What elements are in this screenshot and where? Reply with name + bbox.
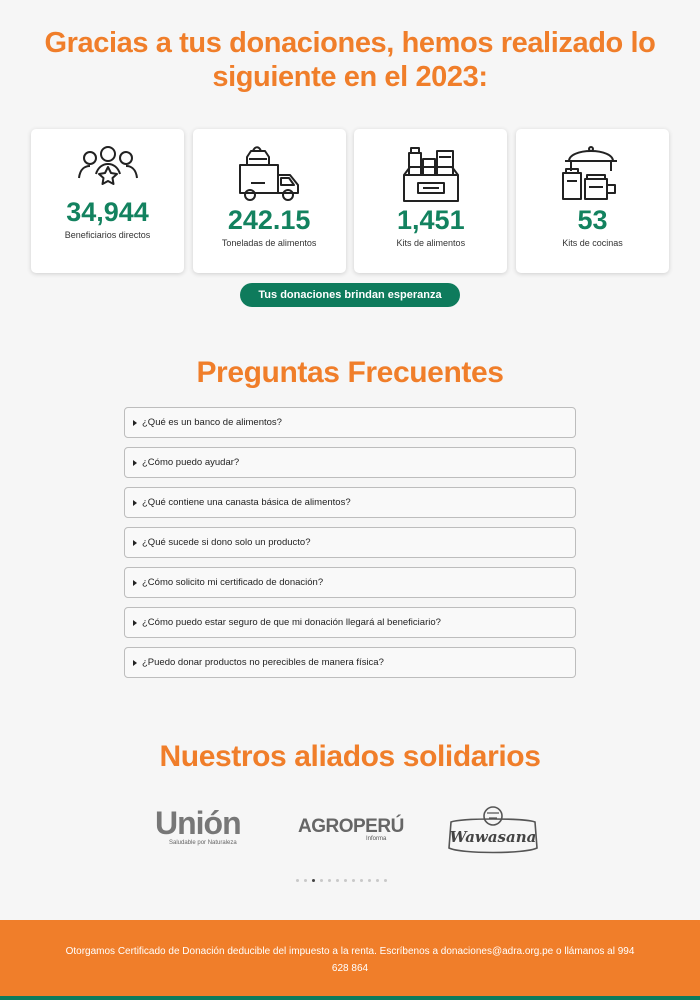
footer-text: Otorgamos Certificado de Donación deducible del impuesto a la renta. Escríbenos a donaciones@adra.org.pe o llámanos al 994 628 864 [65,946,635,974]
stat-label: Kits de alimentos [396,238,466,248]
stat-value: 34,944 [66,197,149,227]
faq-item-un-producto[interactable] [124,527,576,558]
donations-hope-button[interactable]: Tus donaciones brindan esperanza [240,283,460,307]
faq-question: ¿Cómo solicito mi certificado de donación? [142,577,324,588]
agroperu-logo-tagline: Informa [366,836,387,842]
faq-title: Preguntas Frecuentes [196,356,504,389]
stat-label: Toneladas de alimentos [221,238,317,248]
carousel-dot[interactable] [336,879,339,882]
faq-item-canasta-basica[interactable] [124,487,576,518]
food-truck-icon [237,145,301,205]
carousel-dot[interactable] [344,879,347,882]
caret-right-icon [133,620,137,626]
faq-question: ¿Qué sucede si dono solo un producto? [142,537,311,548]
carousel-dot[interactable] [360,879,363,882]
carousel-dot[interactable] [352,879,355,882]
page-headline: Gracias a tus donaciones, hemos realizado lo siguiente en el 2023: [44,27,656,93]
cooking-pots-icon [561,145,623,205]
faq-question: ¿Puedo donar productos no perecibles de manera física? [142,657,384,668]
carousel-dot[interactable] [384,879,387,882]
agroperu-logo-wordmark: AGROPERÚ [298,816,404,837]
caret-right-icon [133,540,137,546]
carousel-dot[interactable] [320,879,323,882]
faq-item-seguridad-donacion[interactable] [124,607,576,638]
faq-question: ¿Qué es un banco de alimentos? [142,417,282,428]
faq-question: ¿Cómo puedo estar seguro de que mi donación llegará al beneficiario? [142,617,441,628]
caret-right-icon [133,580,137,586]
union-logo[interactable] [155,806,275,846]
impact-stats [31,129,669,273]
stat-card-kits-alimentos [354,129,507,273]
wawasana-logo-graphic [443,804,543,856]
stat-label: Beneficiarios directos [64,230,151,240]
stat-value: 1,451 [397,205,465,235]
food-box-icon [401,145,461,205]
carousel-dot[interactable] [304,879,307,882]
carousel-dot[interactable] [328,879,331,882]
wawasana-logo-text: Wawasana [449,828,537,846]
allies-logo-carousel [155,800,555,860]
agroperu-logo[interactable] [298,816,418,842]
faq-item-donar-fisico[interactable] [124,647,576,678]
stat-card-toneladas [193,129,346,273]
faq-item-banco-alimentos[interactable] [124,407,576,438]
wawasana-logo[interactable] [443,804,543,856]
caret-right-icon [133,660,137,666]
stat-value: 53 [577,205,608,235]
carousel-dot[interactable] [368,879,371,882]
stat-card-kits-cocinas [516,129,669,273]
faq-item-certificado[interactable] [124,567,576,598]
faq-question: ¿Cómo puedo ayudar? [142,457,240,468]
stat-card-beneficiarios [31,129,184,273]
allies-title: Nuestros aliados solidarios [159,740,541,773]
carousel-dot[interactable] [312,879,315,882]
faq-accordion [124,407,576,687]
caret-right-icon [133,460,137,466]
stat-label: Kits de cocinas [562,238,623,248]
union-logo-tagline: Saludable por Naturaleza [169,840,237,846]
caret-right-icon [133,420,137,426]
footer-divider [0,996,700,1000]
faq-question: ¿Qué contiene una canasta básica de alimentos? [142,497,351,508]
footer-banner [0,920,700,996]
stat-value: 242.15 [227,205,311,235]
caret-right-icon [133,500,137,506]
carousel-dot[interactable] [376,879,379,882]
people-star-icon [78,145,138,191]
faq-item-como-ayudar[interactable] [124,447,576,478]
union-logo-wordmark: Unión [155,805,241,841]
carousel-dot[interactable] [296,879,299,882]
carousel-dots [296,879,392,882]
